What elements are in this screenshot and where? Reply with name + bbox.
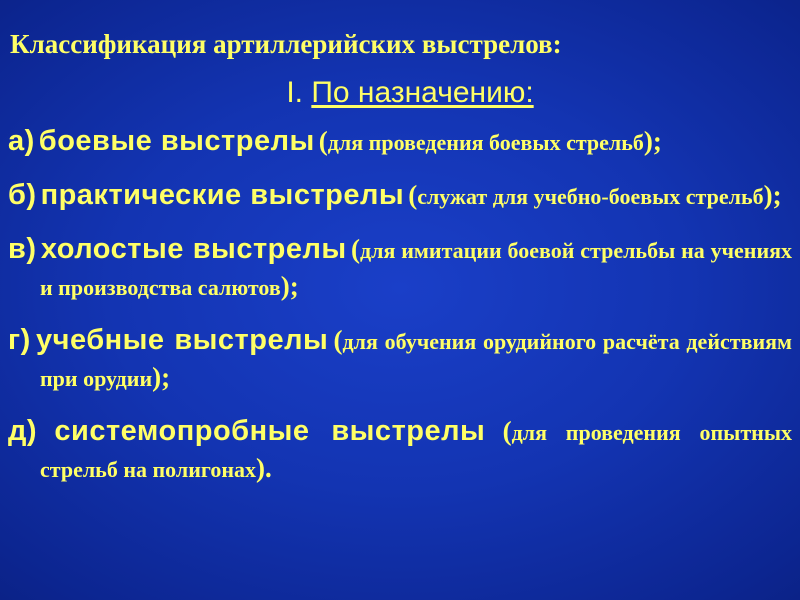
item-paren-open: ( [351, 234, 361, 264]
slide-subheading [28, 71, 792, 115]
item-marker: в) [8, 233, 37, 265]
item-marker: д) [8, 415, 38, 447]
list-item [8, 324, 792, 398]
item-paren-close: ). [256, 453, 272, 483]
item-description: служат для учебно-боевых стрельб [417, 184, 764, 209]
item-paren-close: ); [763, 180, 782, 210]
item-description: для проведения опытных стрельб на полигонах [40, 420, 792, 482]
item-marker: а) [8, 125, 35, 157]
slide-content [8, 22, 792, 506]
item-paren-open: ( [502, 416, 512, 446]
list-item [8, 233, 792, 307]
list-item [8, 179, 792, 216]
item-term: учебные выстрелы [36, 324, 329, 356]
item-term: холостые выстрелы [40, 233, 347, 265]
item-marker: б) [8, 179, 37, 211]
list-item [8, 415, 792, 489]
item-paren-close: ); [280, 271, 299, 301]
list-item [8, 125, 792, 162]
item-description: для проведения боевых стрельб [327, 130, 644, 155]
subheading-text: По назначению: [311, 76, 534, 109]
item-term: системопробные выстрелы [54, 415, 486, 447]
item-term: практические выстрелы [40, 179, 405, 211]
item-description: для имитации боевой стрельбы на учениях и производства салютов [40, 238, 793, 300]
item-paren-close: ); [643, 126, 662, 156]
classification-list [8, 125, 792, 489]
slide-heading: Классификация артиллерийских выстрелов: [10, 29, 562, 59]
subheading-number: I. [286, 76, 303, 109]
item-paren-open: ( [333, 325, 343, 355]
item-term: боевые выстрелы [38, 125, 315, 157]
item-paren-open: ( [408, 180, 418, 210]
item-paren-close: ); [152, 362, 171, 392]
item-paren-open: ( [318, 126, 328, 156]
item-description: для обучения орудийного расчёта действиям при орудии [40, 329, 793, 391]
item-marker: г) [8, 324, 31, 356]
